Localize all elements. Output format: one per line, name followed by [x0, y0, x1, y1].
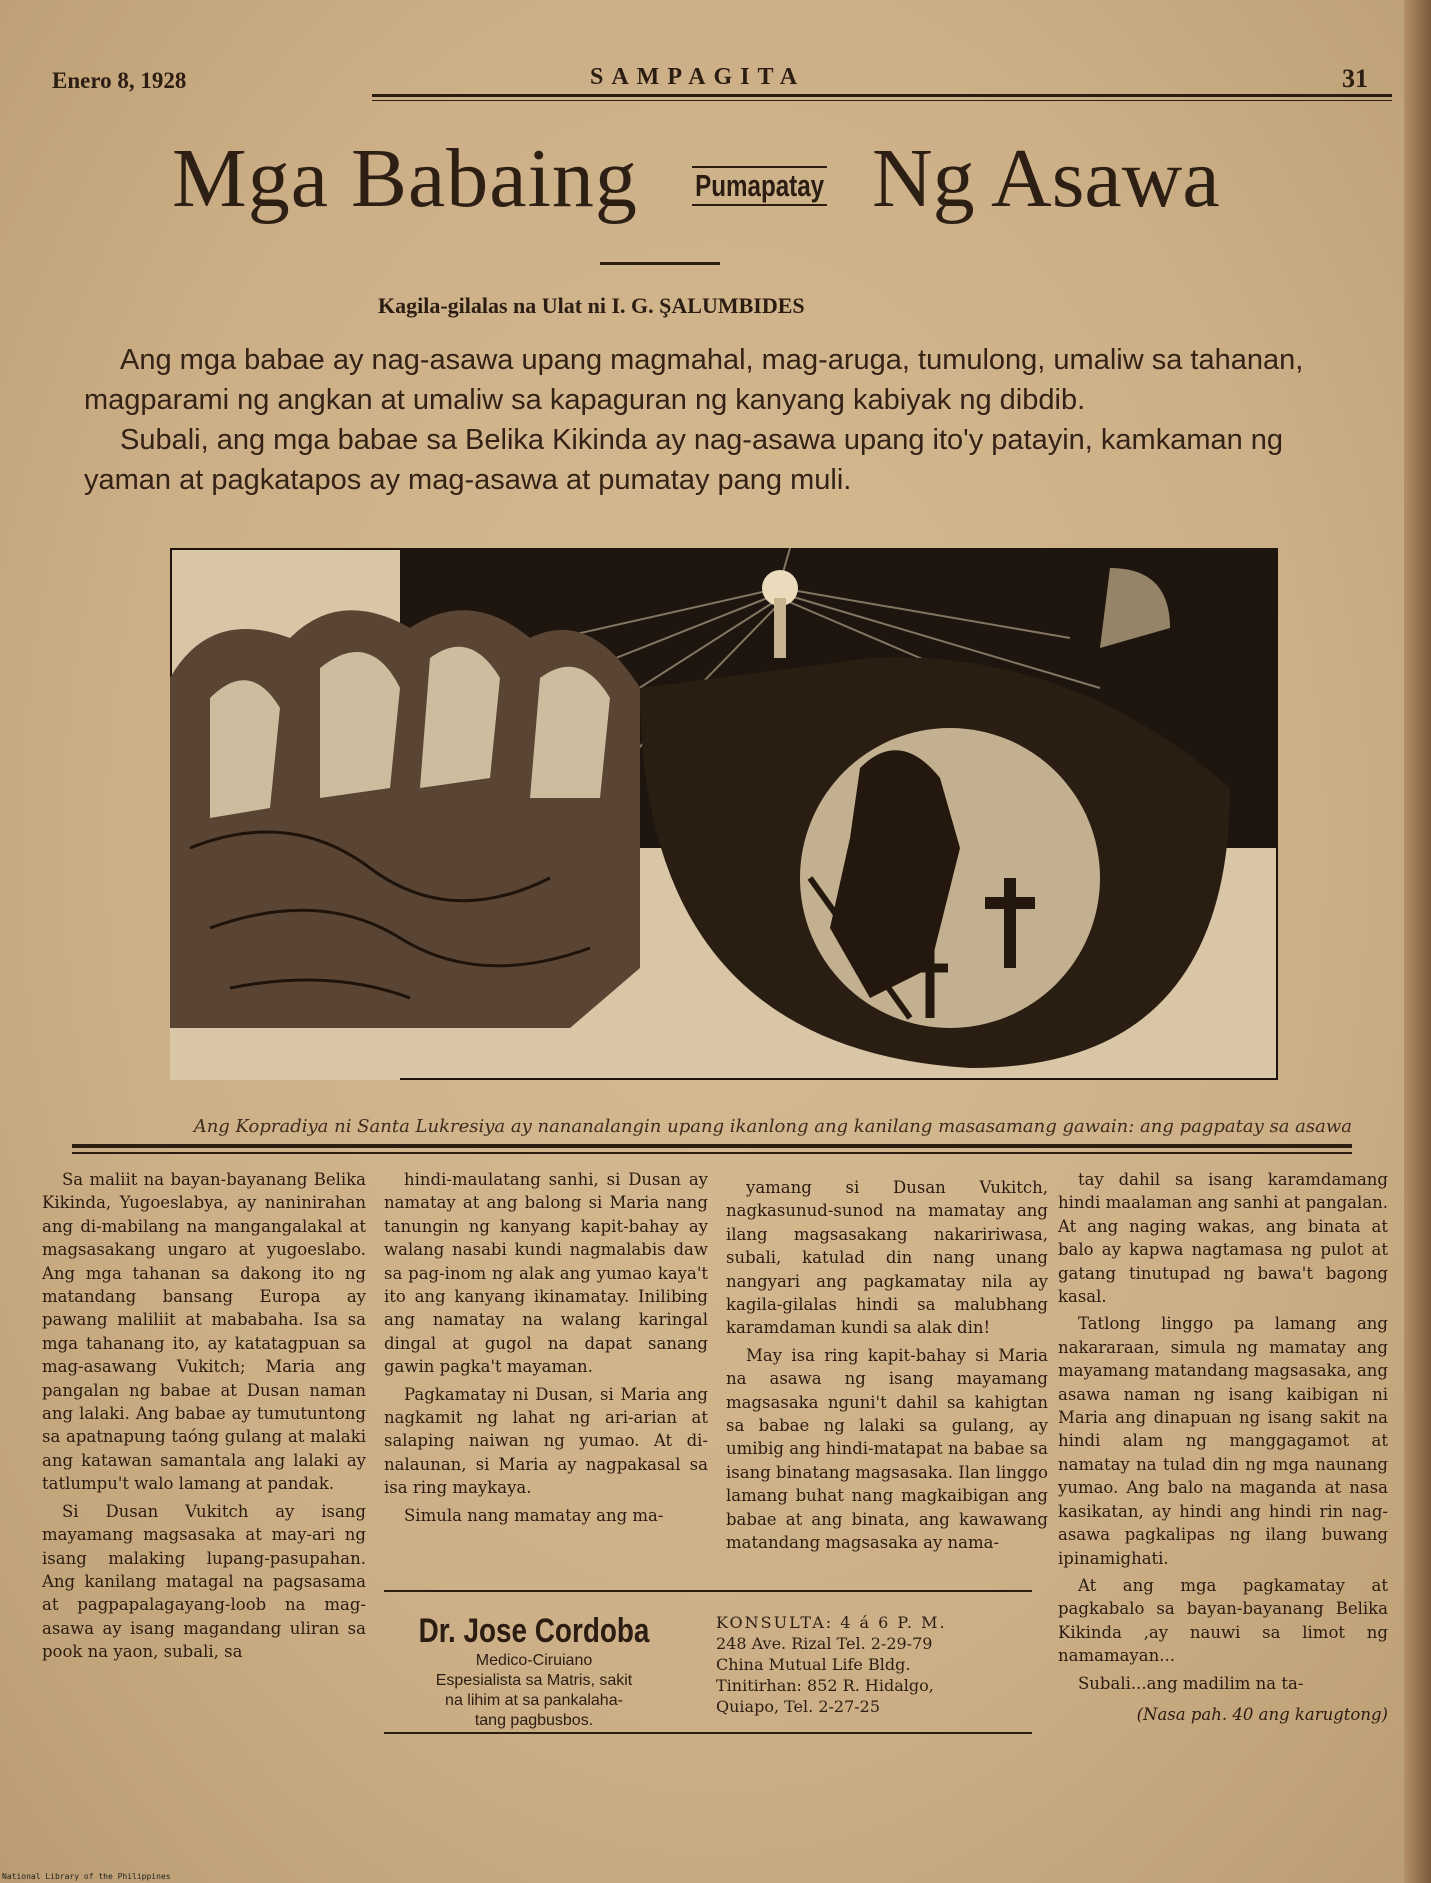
- ad-address: Quiapo, Tel. 2-27-25: [716, 1697, 881, 1716]
- ad-line: Medico-Ciruiano: [475, 1652, 593, 1669]
- text-column-3: [726, 1176, 1048, 1559]
- paragraph: tay dahil sa isang karamdamang hindi maalaman ang sanhi at pangalan. At ang naging wakas, ang binata at balo ay kapwa nagtamasa ng pulot at gatang tinutupad ng bawa't bagong kasal.: [1058, 1170, 1388, 1307]
- text-column-2: [384, 1168, 708, 1531]
- ad-line: Espesialista sa Matris, sakit: [435, 1672, 633, 1689]
- ad-line: na lihim at sa pankalaha-: [445, 1692, 623, 1709]
- title-part-1: Mga Babaing: [172, 132, 638, 225]
- ad-address: Tinitirhan: 852 R. Hidalgo,: [716, 1676, 934, 1695]
- paragraph: Sa maliit na bayan-bayanang Belika Kikinda, Yugoeslabya, ay naninirahan ang di-mabilang na mangangalakal at magsasakang ungaro at yugoeslabo. Ang mga tahanan sa dakong ito ng matandang bansang Europa ay pawang maliliit at mababaha. Isa sa mga tahanang ito, ay katatagpuan sa mag-asawang Vukitch; Maria ang pangalan ng babae at Dusan naman ang lalaki. Ang babae ay tumutuntong sa apatnapung taóng gulang at malaki ang katawan samantala ang lalaki ay tatlumpu't walo lamang at pandak.: [42, 1170, 366, 1494]
- section-rule: [72, 1144, 1352, 1148]
- running-head: [0, 64, 1431, 104]
- paragraph: At ang mga pagkamatay at pagkabalo sa bayan-bayanang Belika Kikinda ,ay nauwi sa limot ng namamayan...: [1058, 1575, 1388, 1666]
- paragraph: yamang si Dusan Vukitch, nagkasunud-sunod na mamatay ang ilang magsasakang nakaririwasa, subali, katulad din nang unang nangyari ang pagkamatay nila ay kagila-gilalas hindi sa malubhang karamdaman kundi sa alak din!: [726, 1178, 1048, 1338]
- ad-address: China Mutual Life Bldg.: [716, 1655, 911, 1674]
- ad-doctor-info: [384, 1612, 684, 1731]
- section-rule-thin: [72, 1152, 1352, 1154]
- title-rule: [600, 262, 720, 265]
- paragraph: Tatlong linggo pa lamang ang nakararaan, simula ng mamatay ang mayamang matandang magsasaka, ang asawa naman ng isang kaibigan ni Maria ang dinapuan ng isang sakit na hindi alam ng manggagamot at namatay na tulad din ng mga naunang yumao. Ang balo na maganda at nasa kasikatan, ay hindi ang hindi rin nag-asawa pagkalipas ng ilang buwang ipinamighati.: [1058, 1314, 1388, 1568]
- ad-doctor-name: Dr. Jose Cordoba: [418, 1612, 650, 1650]
- issue-date: Enero 8, 1928: [52, 68, 187, 93]
- ad-line: tang pagbusbos.: [474, 1712, 594, 1729]
- artist-signature: J.R.: [1200, 1035, 1229, 1052]
- title-part-2: Pumapatay: [692, 166, 827, 206]
- text-column-1: [42, 1168, 366, 1668]
- page-number: 31: [1342, 64, 1368, 93]
- text-column-4: [1058, 1168, 1388, 1730]
- ad-contact-info: [716, 1612, 1032, 1717]
- title-part-3: Ng Asawa: [872, 132, 1220, 225]
- lede-paragraph: Subali, ang mga babae sa Belika Kikinda ay nag-asawa upang ito'y patayin, kamkaman ng yaman at pagkatapos ay mag-asawa at pumatay pang muli.: [84, 424, 1284, 496]
- paragraph: Subali...ang madilim na ta-: [1078, 1673, 1304, 1693]
- article-title: [160, 130, 1290, 240]
- illustration-caption: Ang Kopradiya ni Santa Lukresiya ay nananalangin upang ikanlong ang kanilang masasamang gawain: ang pagpatay sa asawa: [193, 1116, 1352, 1137]
- paragraph: Si Dusan Vukitch ay isang mayamang magsasaka at may-ari ng isang malaking lupang-pasupahan. Ang kanilang matagal na pagsasama at pagpapalagayang-loob na mag-asawa ay isang magandang uliran sa pook na yaon, subali, sa: [42, 1501, 366, 1662]
- header-rule: [372, 94, 1392, 97]
- ad-address: 248 Ave. Rizal Tel. 2-29-79: [716, 1634, 933, 1653]
- paragraph: hindi-maulatang sanhi, si Dusan ay namatay at ang balong si Maria nang tanungin ng kanyang kapit-bahay ay walang nasabi kundi nagmalabis daw sa pag-inom ng alak ang yumao kaya't ito ang kanyang ikinamatay. Inilibing ang namatay na walang karingal dingal at gugol na dapat sanang gawin pagka't mayaman.: [384, 1170, 708, 1377]
- byline: Kagila-gilalas na Ulat ni I. G. ŞALUMBIDES: [378, 293, 805, 318]
- illustration: [170, 548, 1278, 1080]
- paragraph: Simula nang mamatay ang ma-: [404, 1505, 664, 1525]
- paragraph: Pagkamatay ni Dusan, si Maria ang nagkamit ng lahat ng ari-arian at salaping naiwan ng yumao. At di-nalaunan, si Maria ay nagpakasal sa isa ring maykaya.: [384, 1384, 708, 1498]
- continued-note: (Nasa pah. 40 ang karugtong): [1136, 1704, 1388, 1724]
- page-spine-edge: [1404, 0, 1431, 1883]
- footer-credit: National Library of the Philippines: [2, 1872, 171, 1881]
- header-rule-thin: [372, 100, 1392, 101]
- ad-hours: KONSULTA: 4 á 6 P. M.: [716, 1613, 947, 1632]
- paragraph: May isa ring kapit-bahay si Maria na asawa ng isang mayamang magsasaka nguni't dahil sa kahigtan sa babae ng lalaki sa gulang, ay umibig ang hindi-matapat na babae sa isang binatang magsasaka. Ilan linggo lamang buhat nang magkaibigan ang babae at ang binata, ang kawawang matandang magsasaka ay nama-: [726, 1345, 1048, 1553]
- magazine-name: SAMPAGITA: [590, 64, 806, 90]
- doctor-advertisement: [384, 1590, 1032, 1734]
- lede: [84, 340, 1374, 500]
- lede-paragraph: Ang mga babae ay nag-asawa upang magmahal, mag-aruga, tumulong, umaliw sa tahanan, magparami ng angkan at umaliw sa kapaguran ng kanyang kabiyak ng dibdib.: [84, 344, 1304, 416]
